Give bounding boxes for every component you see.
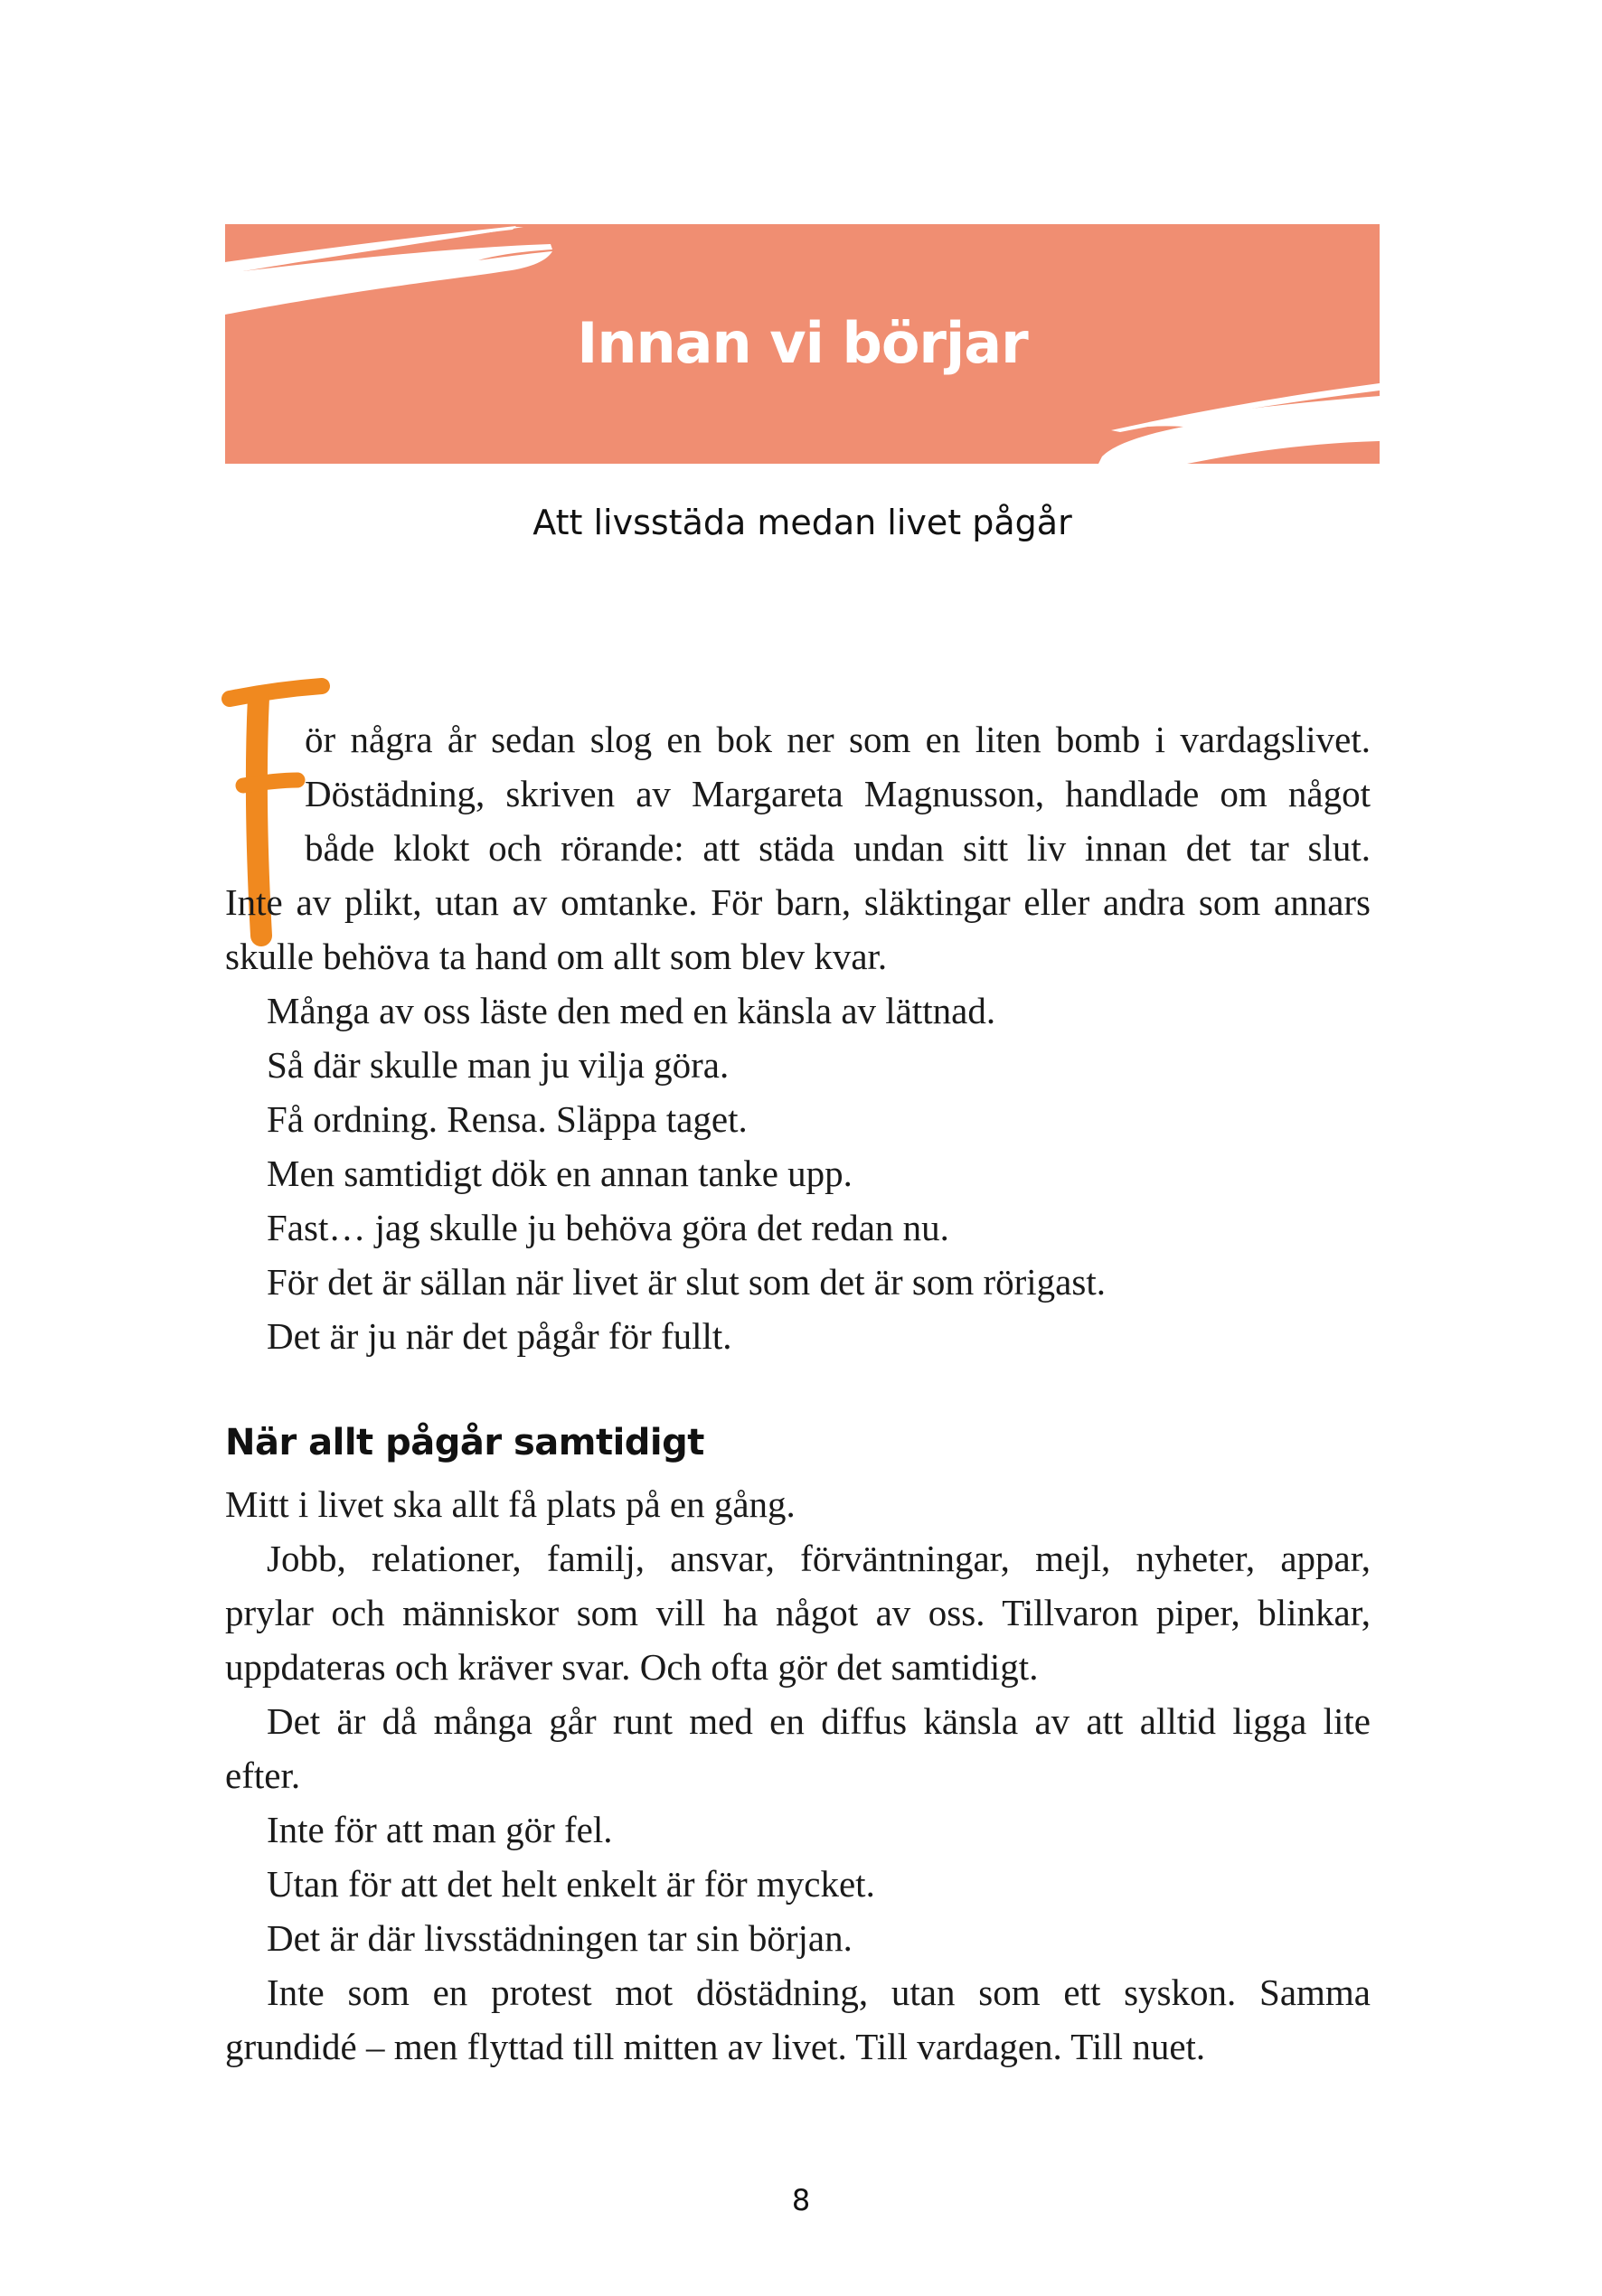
body-line: skulle behöva ta hand om allt som blev kvar. xyxy=(225,936,888,977)
body-line: Döstädning, skriven av Margareta Magnusson, handlade om något xyxy=(305,773,1371,814)
body-line: Inte som en protest mot döstädning, utan som ett syskon. Samma xyxy=(267,1971,1371,2013)
body-line: uppdateras och kräver svar. Och ofta gör det samtidigt. xyxy=(225,1646,1039,1688)
body-line: Så där skulle man ju vilja göra. xyxy=(267,1044,730,1086)
body-line: Många av oss läste den med en känsla av lättnad. xyxy=(267,990,996,1031)
page-number: 8 xyxy=(791,2183,811,2217)
body-line: Jobb, relationer, familj, ansvar, förväntningar, mejl, nyheter, appar, xyxy=(267,1538,1371,1579)
section-heading: När allt pågår samtidigt xyxy=(225,1422,704,1463)
body-line: Det är ju när det pågår för fullt. xyxy=(267,1315,732,1357)
body-line: Inte av plikt, utan av omtanke. För barn, släktingar eller andra som annars xyxy=(225,881,1371,923)
body-line: efter. xyxy=(225,1755,301,1796)
brush-stroke-top-left xyxy=(225,227,552,315)
body-line: Det är då många går runt med en diffus känsla av att alltid ligga lite xyxy=(267,1700,1371,1742)
chapter-title: Innan vi börjar xyxy=(577,310,1028,376)
body-line: Det är där livsstädningen tar sin början. xyxy=(267,1917,853,1959)
body-line: Mitt i livet ska allt få plats på en gång. xyxy=(225,1483,796,1525)
body-line: För det är sällan när livet är slut som det är som rörigast. xyxy=(267,1261,1106,1303)
body-line: både klokt och rörande: att städa undan sitt liv innan det tar slut. xyxy=(305,827,1371,869)
body-line: grundidé – men flyttad till mitten av livet. Till vardagen. Till nuet. xyxy=(225,2026,1206,2067)
body-line: ör några år sedan slog en bok ner som en liten bomb i vardagslivet. xyxy=(305,719,1371,760)
body-line: Utan för att det helt enkelt är för mycket. xyxy=(267,1863,875,1905)
body-line: Få ordning. Rensa. Släppa taget. xyxy=(267,1098,748,1140)
body-line: Men samtidigt dök en annan tanke upp. xyxy=(267,1153,853,1194)
body-line: prylar och människor som vill ha något av oss. Tillvaron piper, blinkar, xyxy=(225,1592,1371,1633)
chapter-banner xyxy=(225,224,1380,464)
body-line: Inte för att man gör fel. xyxy=(267,1809,613,1850)
body-line: Fast… jag skulle ju behöva göra det redan nu. xyxy=(267,1207,949,1248)
chapter-subtitle: Att livsstäda medan livet pågår xyxy=(532,503,1072,542)
